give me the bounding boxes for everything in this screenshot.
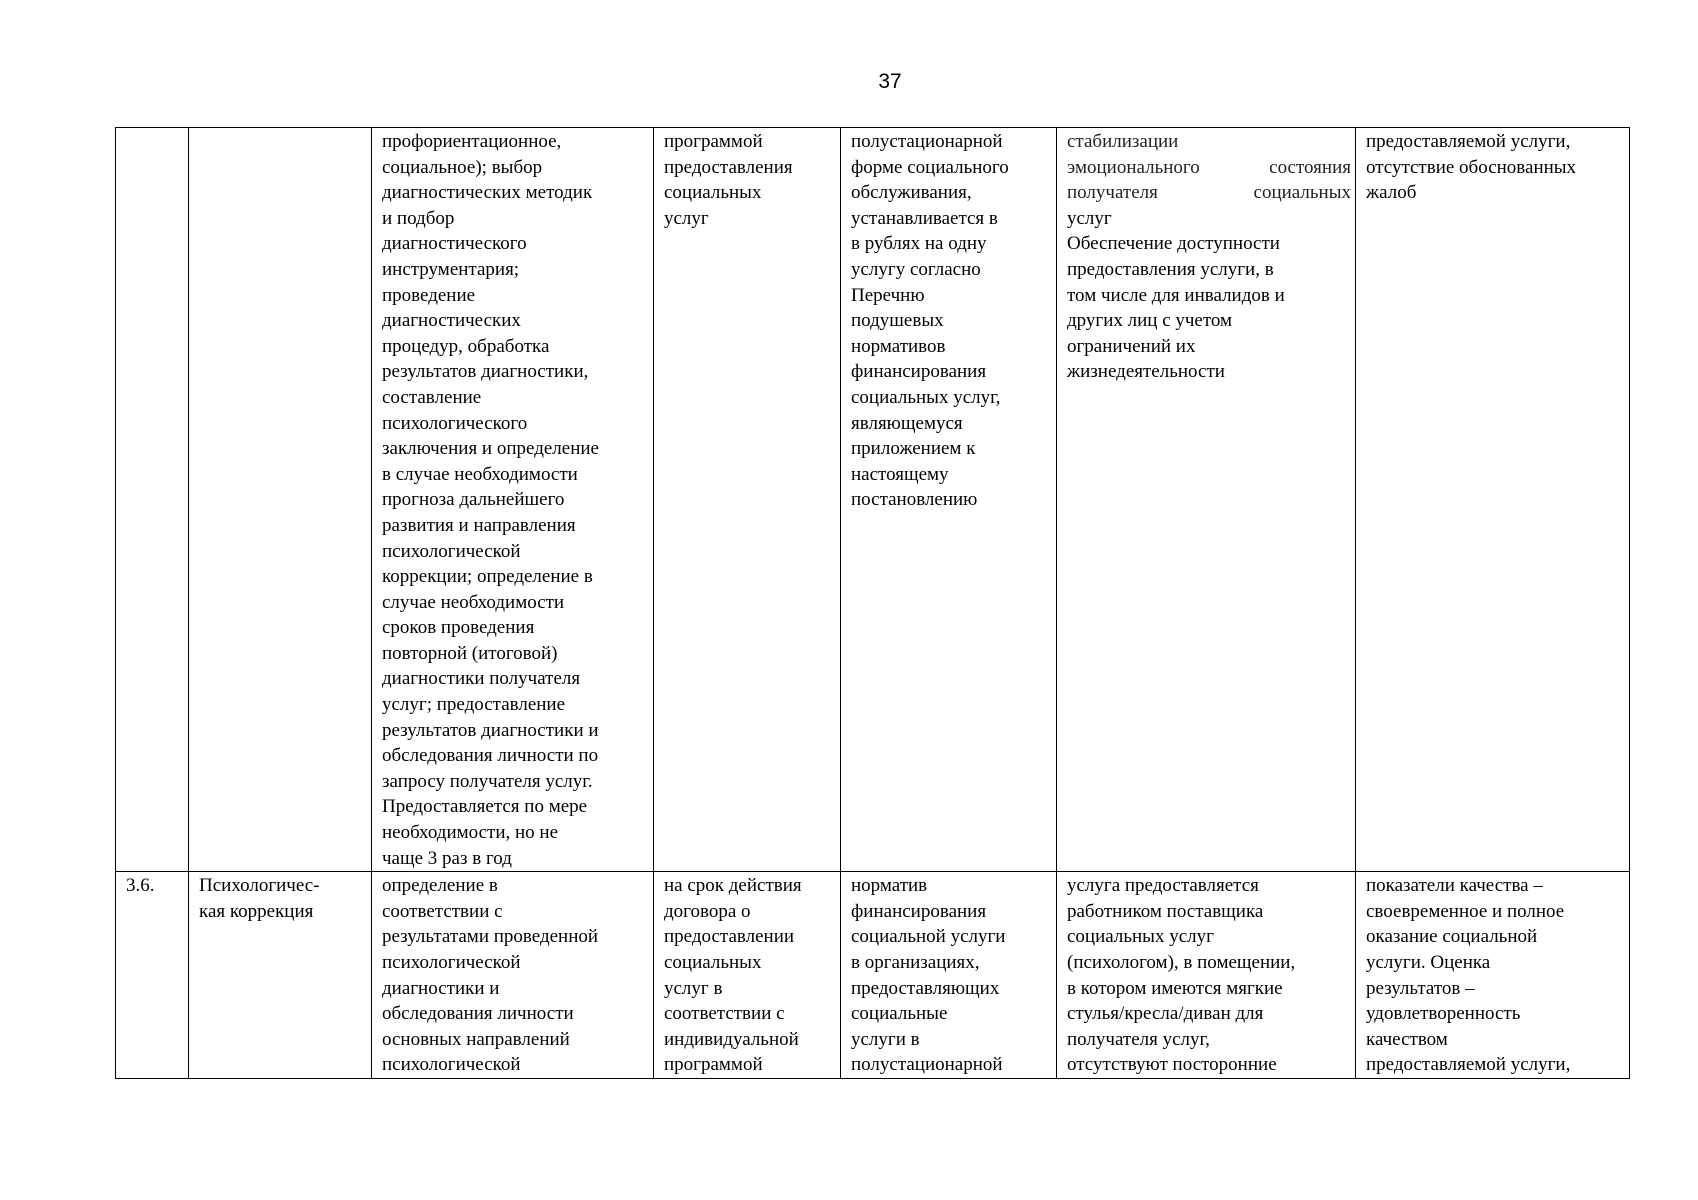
text-line: качеством (1366, 1028, 1448, 1050)
text-line: заключения и определение (382, 438, 599, 460)
service-norm-cell (841, 128, 1057, 872)
text-line: устанавливается в (851, 207, 998, 229)
text-line: социальное); выбор (382, 156, 543, 178)
text-line: профориентационное, (382, 131, 562, 152)
service-name-cell (189, 128, 372, 872)
text-line: в рублях на одну (851, 233, 987, 255)
conditions-justified (1067, 129, 1351, 206)
text-line: подушевых (851, 310, 944, 332)
text-line: проведение (382, 284, 476, 306)
text-line: коррекции; определение в (382, 566, 593, 588)
text-line: настоящему (851, 463, 949, 485)
text-line: финансирования (851, 361, 987, 383)
page-number: 37 (878, 70, 902, 93)
text-line: и подбор (382, 207, 455, 229)
text-line: Предоставляется по мере (382, 796, 588, 818)
text-line: социальных услуг (1067, 926, 1214, 948)
text-line: психологической (382, 1054, 521, 1076)
service-quality-cell (1356, 872, 1630, 1079)
text-line: социальные (851, 1003, 948, 1025)
text-line: результатов диагностики и (382, 719, 599, 741)
text-line: соответствии с (382, 900, 503, 922)
text-line: услугу согласно (851, 258, 981, 280)
text-line: услуги в (851, 1028, 920, 1050)
table-row (116, 872, 1630, 1079)
text-line: своевременное и полное (1366, 900, 1565, 922)
text-line: диагностики получателя (382, 668, 581, 690)
text-line: услуг (1067, 207, 1112, 229)
text-line: программой (664, 131, 763, 152)
text-line: предоставления (664, 156, 793, 178)
text-line: отсутствуют посторонние (1067, 1054, 1277, 1076)
text-line: диагностических методик (382, 182, 593, 204)
text-line: составление (382, 386, 482, 408)
text-line: Психологичес- (199, 875, 320, 897)
text-line: нормативов (851, 335, 946, 357)
text-line: полустационарной (851, 1054, 1003, 1076)
text-line: удовлетворенность (1366, 1003, 1521, 1025)
service-term-cell (654, 128, 841, 872)
text-line: результатов – (1366, 977, 1475, 999)
text-line: стабилизации (1067, 131, 1179, 152)
service-content-cell (372, 872, 654, 1079)
service-quality-cell (1356, 128, 1630, 872)
text-line: социальной услуги (851, 926, 1006, 948)
text-line: других лиц с учетом (1067, 310, 1233, 332)
text-line: диагностики и (382, 977, 500, 999)
text-line: психологического (382, 412, 528, 434)
text-line: том числе для инвалидов и (1067, 284, 1285, 306)
service-name-cell (189, 872, 372, 1079)
text-line: жалоб (1366, 182, 1417, 204)
text-line: психологической (382, 540, 521, 562)
text-line: услуга предоставляется (1067, 875, 1259, 897)
text-line: основных направлений (382, 1028, 570, 1050)
text-line: социальных услуг, (851, 386, 1001, 408)
text-line: развития и направления (382, 514, 576, 536)
text-line: предоставляемой услуги, (1366, 1054, 1571, 1076)
text-line: определение в (382, 875, 498, 897)
text-line: являющемуся (851, 412, 963, 434)
text-line: запросу получателя услуг. (382, 770, 593, 792)
text-line: результатов диагностики, (382, 361, 589, 383)
text-line: полустационарной (851, 131, 1003, 152)
text-line: Обеспечение доступности (1067, 233, 1280, 255)
text-line: программой (664, 1054, 763, 1076)
text-line: в организациях, (851, 952, 980, 973)
text-line: работником поставщика (1067, 900, 1264, 922)
text-line: жизнедеятельности (1067, 361, 1225, 383)
text-line: обследования личности по (382, 745, 599, 767)
text-line: оказание социальной (1366, 926, 1538, 948)
text-line: услуг в (664, 977, 723, 999)
text-line: Перечню (851, 284, 925, 306)
service-content-cell (372, 128, 654, 872)
service-conditions-cell (1057, 872, 1356, 1079)
text-line: прогноза дальнейшего (382, 489, 565, 511)
text-line: социальных (664, 952, 762, 973)
text-line: (психологом), в помещении, (1067, 952, 1296, 973)
text-line: договора о (664, 900, 751, 922)
text-line: процедур, обработка (382, 335, 550, 357)
text-line: показатели качества – (1366, 875, 1543, 897)
text-line: чаще 3 раз в год (382, 847, 512, 869)
text-line: предоставления услуги, в (1067, 258, 1274, 280)
text-line: постановлению (851, 489, 978, 511)
text-line: инструментария; (382, 258, 520, 280)
text-line: ограничений их (1067, 335, 1196, 357)
text-line: обследования личности (382, 1003, 574, 1025)
text-line: форме социального (851, 156, 1009, 178)
text-line: услуг (664, 207, 709, 229)
text-line: норматив (851, 875, 928, 897)
text-line: в случае необходимости (382, 463, 578, 485)
text-line: эмоционального состояния (1067, 156, 1351, 178)
text-line: услуг; предоставление (382, 694, 566, 716)
services-table (115, 127, 1630, 1079)
text-line: в котором имеются мягкие (1067, 977, 1283, 999)
text-line: приложением к (851, 438, 976, 460)
text-line: стулья/кресла/диван для (1067, 1003, 1264, 1025)
row-number-cell (116, 872, 189, 1079)
text-line: предоставляющих (851, 977, 1000, 999)
text-line: повторной (итоговой) (382, 642, 558, 664)
conditions-text (1067, 206, 1351, 385)
text-line: отсутствие обоснованных (1366, 156, 1577, 178)
text-line: случае необходимости (382, 591, 565, 613)
table-row (116, 128, 1630, 872)
text-line: на срок действия (664, 875, 802, 897)
text-line: обслуживания, (851, 182, 972, 204)
text-line: предоставлении (664, 926, 795, 948)
text-line: индивидуальной (664, 1028, 799, 1050)
text-line: диагностического (382, 233, 527, 255)
text-line: сроков проведения (382, 617, 535, 639)
text-line: социальных (664, 182, 762, 204)
text-line: результатами проведенной (382, 926, 599, 948)
text-line: финансирования (851, 900, 987, 922)
text-line: услуги. Оценка (1366, 952, 1491, 973)
service-conditions-cell (1057, 128, 1356, 872)
text-line: соответствии с (664, 1003, 785, 1025)
row-number: 3.6. (126, 875, 155, 897)
text-line: необходимости, но не (382, 822, 559, 844)
text-line: кая коррекция (199, 900, 314, 922)
service-term-cell (654, 872, 841, 1079)
text-line: предоставляемой услуги, (1366, 131, 1571, 152)
text-line: диагностических (382, 310, 521, 332)
row-number-cell (116, 128, 189, 872)
text-line: получателя услуг, (1067, 1028, 1210, 1050)
text-line: психологической (382, 952, 521, 973)
text-line: получателя социальных (1067, 182, 1351, 204)
service-norm-cell (841, 872, 1057, 1079)
